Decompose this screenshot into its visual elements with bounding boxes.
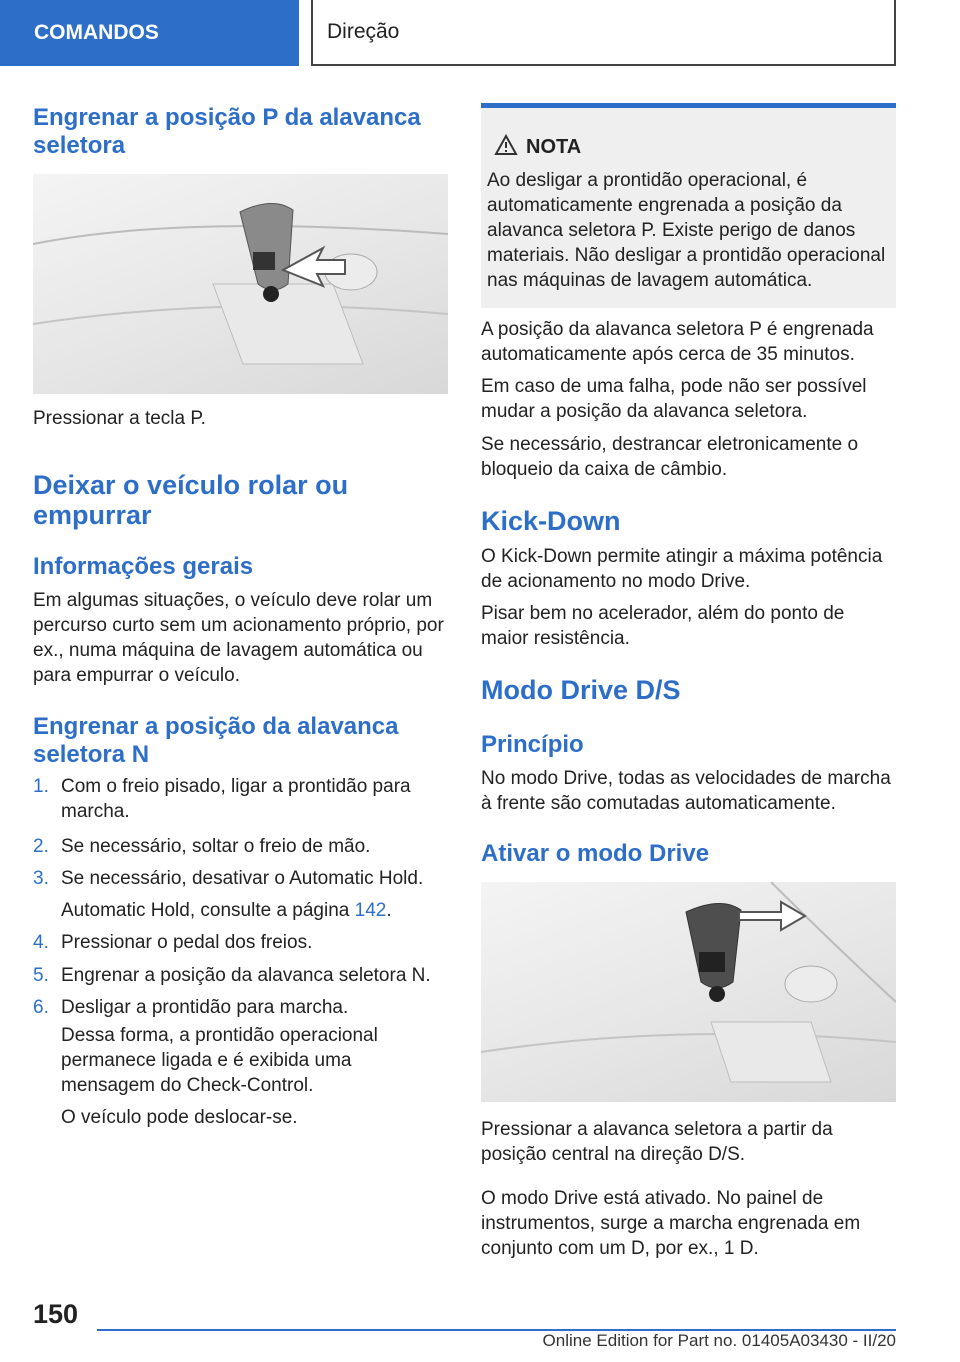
image2-caption: Pressionar a alavanca seletora a partir da posição central na direção D/S. [481,1119,833,1165]
step-subtext: Dessa forma, a prontidão operacional permanece ligada e é exibida uma mensagem do Check-Control. [61,1025,378,1096]
paragraph-auto-p: A posição da alavanca seletora P é engrenada automaticamente após cerca de 35 minutos. [481,319,874,365]
kick-down-text-2: Pisar bem no acelerador, além do ponto de maior resistência. [481,603,845,649]
gear-selector-drive-illustration [481,882,896,1102]
image1-caption: Pressionar a tecla P. [33,408,206,429]
step-number: 2. [33,836,49,857]
topic-header: Direção [311,0,896,66]
page-number: 150 [33,1299,79,1329]
note-box [481,103,896,308]
step-number: 1. [33,776,49,797]
note-text: Ao desligar a prontidão operacional, é automaticamente engrenada a posição da alavanca seletora P. Existe perigo de danos materiais. Não desligar a prontidão operacional nas máquinas de lavagem automática. [487,170,886,291]
gear-selector-image-p [33,174,448,394]
paragraph-failure: Em caso de uma falha, pode não ser possível mudar a posição da alavanca seletora. [481,376,867,422]
paragraph-unlock: Se necessário, destrancar eletronicamente o bloqueio da caixa de câmbio. [481,434,859,480]
step-text: Engrenar a posição da alavanca seletora N. [61,965,431,986]
kick-down-text-1: O Kick-Down permite atingir a máxima potência de acionamento no modo Drive. [481,546,883,592]
heading-kick-down: Kick-Down [481,506,621,536]
step-text: Se necessário, soltar o freio de mão. [61,836,371,857]
heading-roll-push: Deixar o veículo rolar ou empurrar [33,470,349,530]
heading-activate-drive: Ativar o modo Drive [481,840,710,867]
step-number: 6. [33,997,49,1018]
step-number: 5. [33,965,49,986]
section-tab: COMANDOS [0,0,299,66]
step-number: 3. [33,868,49,889]
footer-edition: Online Edition for Part no. 01405A03430 - II/20 [542,1331,896,1350]
step-text: Se necessário, desativar o Automatic Hold. [61,868,424,889]
note-title: NOTA [526,136,582,158]
gear-selector-image-drive [481,882,896,1102]
step-number: 4. [33,932,49,953]
step-subtext: O veículo pode deslocar-se. [61,1107,298,1128]
step-subtext: Automatic Hold, consulte a página 142. [61,900,392,921]
gear-selector-p-illustration [33,174,448,394]
heading-principle: Princípio [481,731,584,758]
heading-drive-mode: Modo Drive D/S [481,675,681,705]
page-link[interactable]: 142 [354,900,387,921]
step-text: Desligar a prontidão para marcha. [61,997,349,1018]
step-text: Com o freio pisado, ligar a prontidão para marcha. [61,776,411,822]
principle-text: No modo Drive, todas as velocidades de marcha à frente são comutadas automaticamente. [481,768,891,814]
drive-activated-text: O modo Drive está ativado. No painel de instrumentos, surge a marcha engrenada em conjunto com um D, por ex., 1 D. [481,1188,861,1259]
heading-engage-n: Engrenar a posição da alavanca seletora N [33,713,399,768]
heading-engage-p: Engrenar a posição P da alavanca seletora [33,104,421,159]
step-text: Pressionar o pedal dos freios. [61,932,313,953]
heading-general-info: Informações gerais [33,553,254,580]
warning-icon [494,134,518,156]
general-info-text: Em algumas situações, o veículo deve rolar um percurso curto sem um acionamento próprio, por ex., numa máquina de lavagem automática ou para empurrar o veículo. [33,590,444,686]
